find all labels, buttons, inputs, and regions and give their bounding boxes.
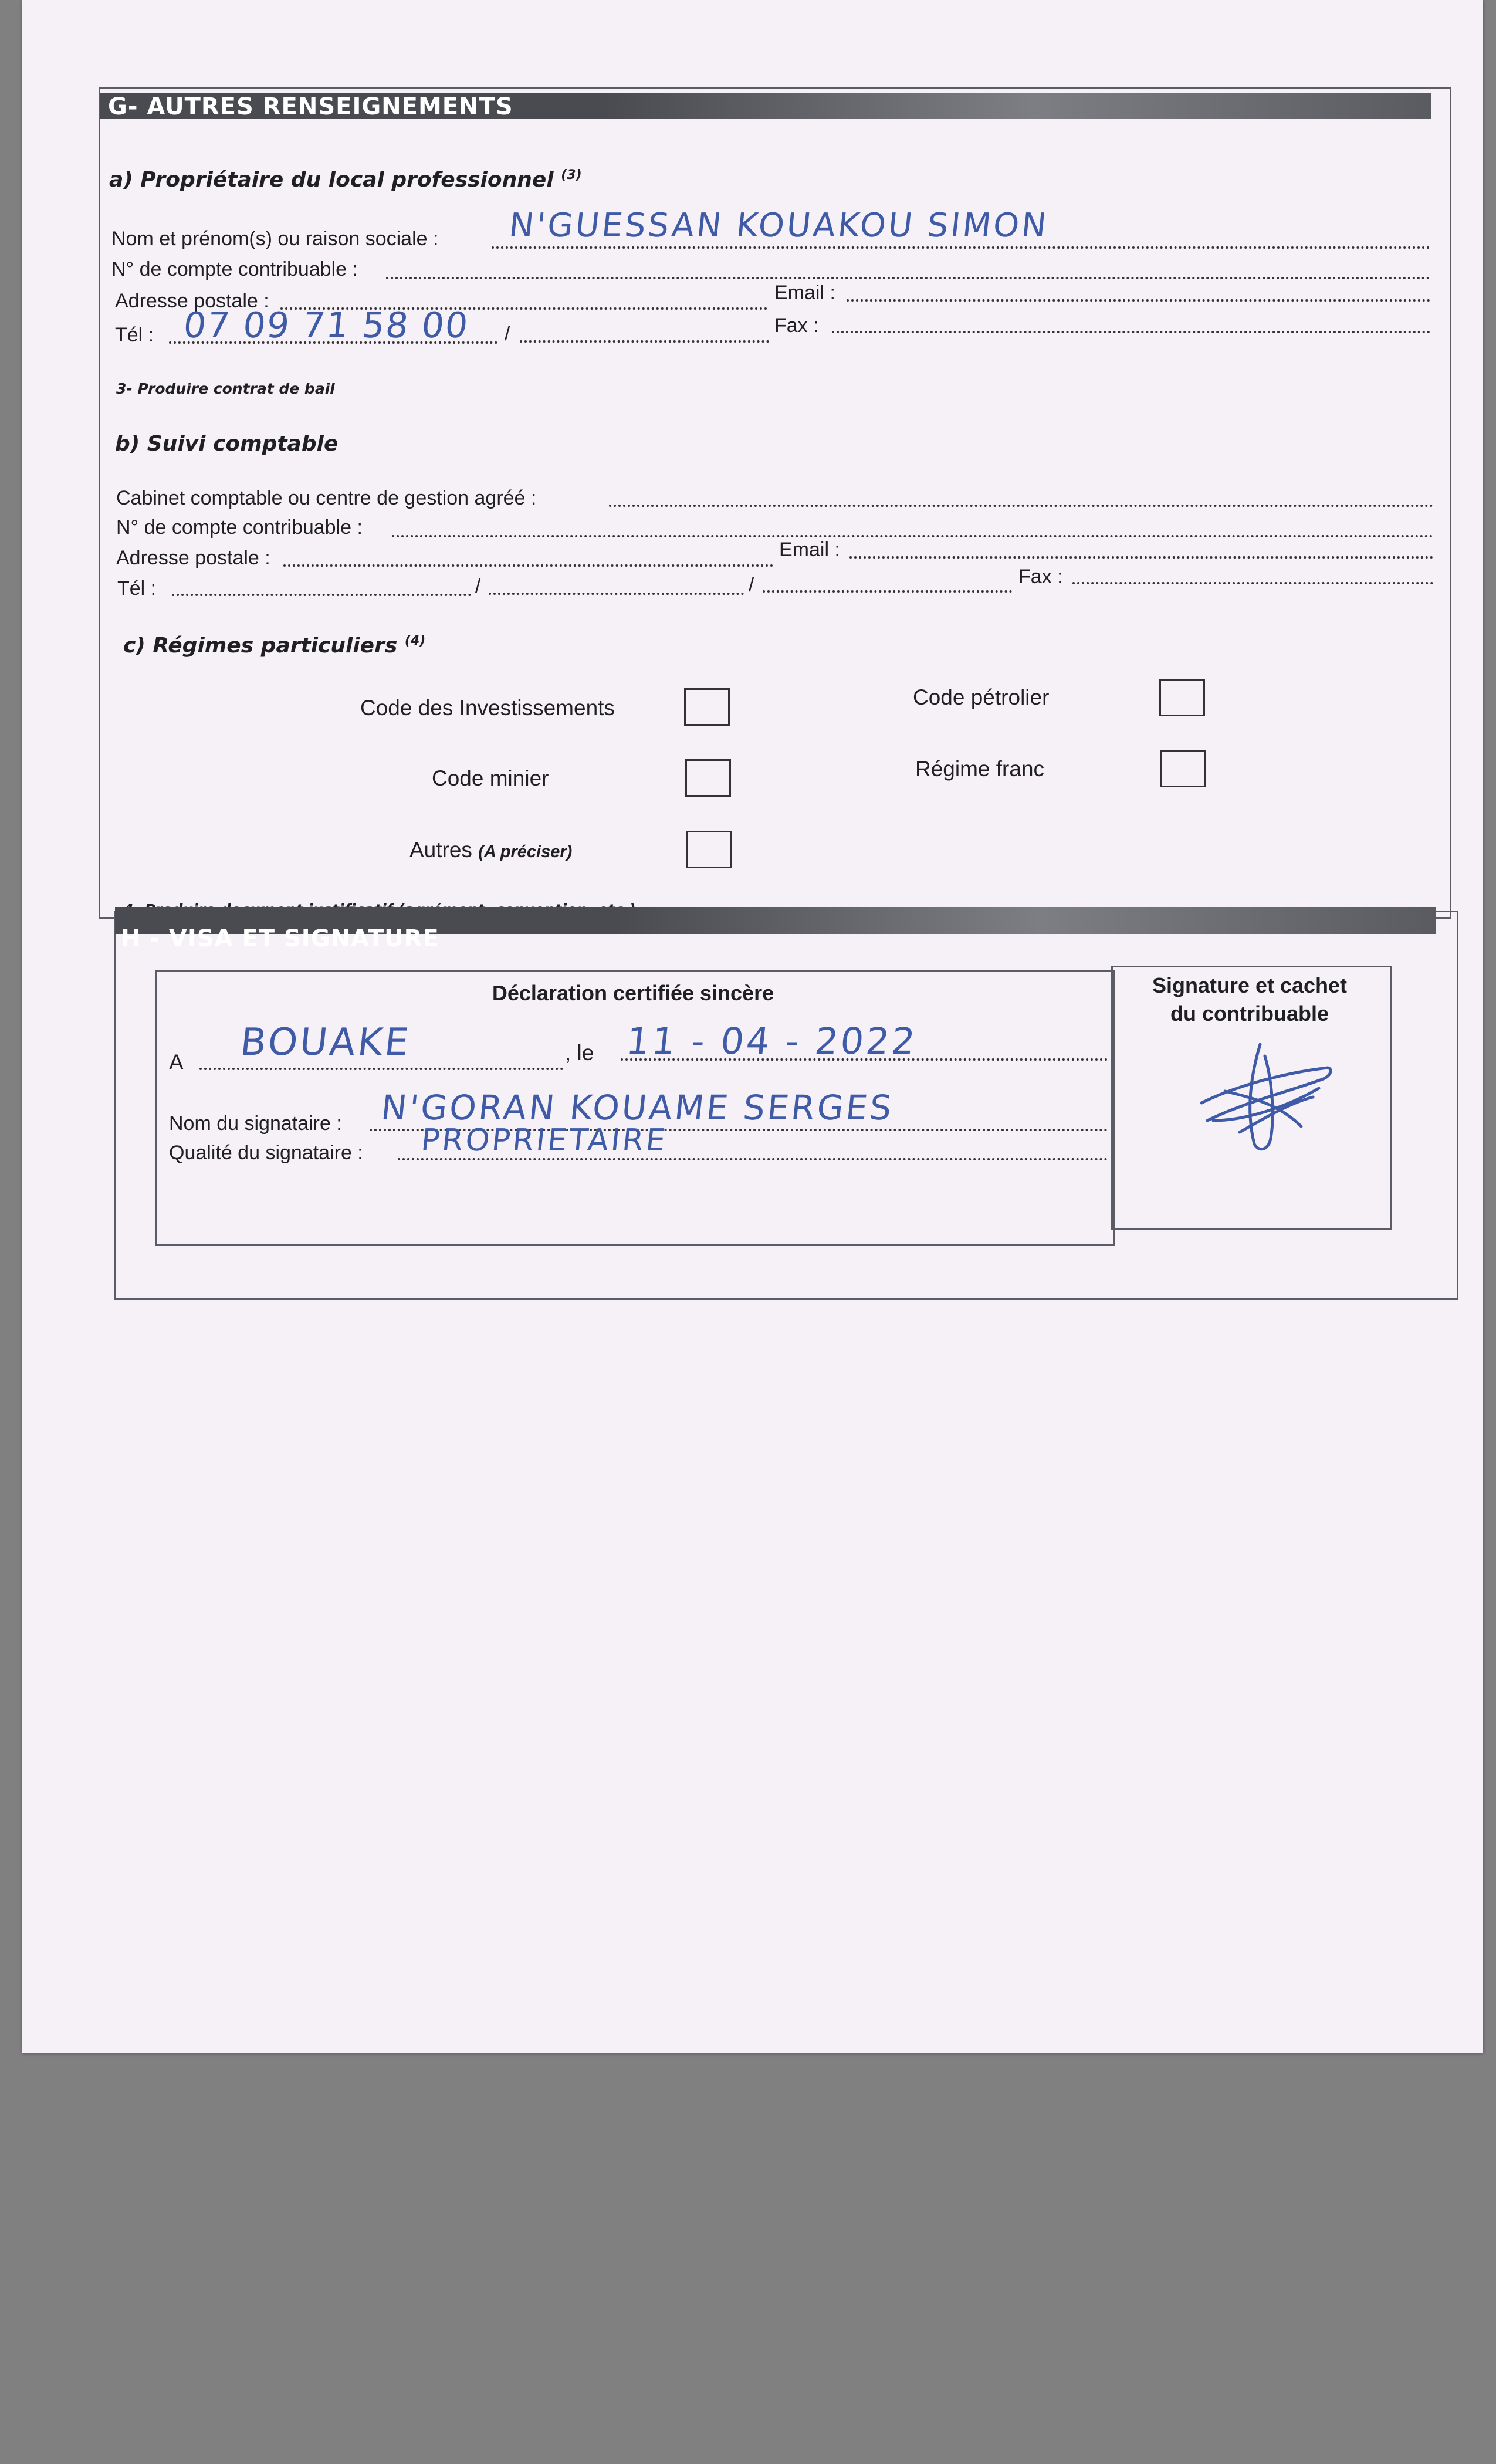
regime-minier-label: Code minier [432,766,549,790]
tel-slash: / [505,323,510,345]
regime-franc-label: Régime franc [915,757,1045,781]
tel-slash-2b: / [749,574,754,596]
taxpayer-label-2: N° de compte contribuable : [116,516,363,539]
signature-title-line-1: Signature et cachet [1152,973,1348,997]
regimes-heading [123,634,425,658]
tel-dotted-line-2a[interactable] [172,594,471,596]
place-label: A [169,1050,184,1074]
note-3: 3- Produire contrat de bail [116,380,335,397]
section-h-title: H - VISA ET SIGNATURE [121,925,439,952]
tel-value[interactable]: 07 09 71 58 00 [181,305,471,346]
tel-slash-2a: / [475,575,481,597]
tel-dotted-line-2c[interactable] [763,590,1012,593]
regimes-heading-ref: (4) [404,634,426,648]
owner-heading [109,168,582,192]
name-dotted-line [492,246,1430,249]
address-label: Adresse postale : [115,290,269,312]
regimes-heading-text: c) Régimes particuliers [123,634,398,658]
regime-autres-text: Autres [409,838,472,862]
address-dotted-line-2[interactable] [283,564,773,567]
email-label: Email : [774,282,835,304]
regime-autres-note: (A préciser) [478,842,573,861]
regime-investissements-label: Code des Investissements [360,696,615,720]
document-page [22,0,1483,2053]
date-label: , le [565,1041,594,1065]
owner-heading-ref: (3) [561,168,582,182]
signature-title-line-2: du contribuable [1170,1001,1329,1025]
tel-label: Tél : [115,324,154,346]
taxpayer-label: N° de compte contribuable : [111,258,358,280]
handwritten-signature [1190,1033,1342,1162]
signatory-label: Nom du signataire : [169,1112,342,1135]
email-label-2: Email : [779,539,840,561]
quality-label: Qualité du signataire : [169,1142,363,1164]
tel-label-2: Tél : [117,577,157,600]
place-value[interactable]: BOUAKE [238,1021,414,1064]
fax-label: Fax : [774,314,819,337]
firm-label: Cabinet comptable ou centre de gestion agréé : [116,487,537,509]
regime-investissements-checkbox[interactable] [684,688,730,726]
quality-value[interactable]: PROPRIETAIRE [419,1123,669,1158]
email-dotted-line[interactable] [847,299,1430,302]
declaration-title: Déclaration certifiée sincère [492,981,774,1005]
email-dotted-line-2[interactable] [849,556,1433,559]
fax-label-2: Fax : [1018,566,1063,588]
regime-petrolier-checkbox[interactable] [1159,679,1205,716]
regime-franc-checkbox[interactable] [1160,750,1206,787]
name-value[interactable]: N'GUESSAN KOUAKOU SIMON [507,207,1051,245]
quality-dotted-line[interactable] [398,1158,1108,1160]
fax-dotted-line-2[interactable] [1072,582,1433,584]
section-g-title: G- AUTRES RENSEIGNEMENTS [108,93,513,120]
date-value[interactable]: 11 - 04 - 2022 [624,1020,919,1062]
regime-autres-label [409,838,572,862]
regime-petrolier-label: Code pétrolier [913,685,1050,709]
tel-dotted-line-2b[interactable] [489,593,744,595]
name-label: Nom et prénom(s) ou raison sociale : [111,228,439,250]
signature-title [1111,972,1388,1028]
regime-minier-checkbox[interactable] [685,759,731,797]
taxpayer-dotted-line-2[interactable] [392,535,1433,537]
regime-autres-checkbox[interactable] [686,831,732,868]
address-label-2: Adresse postale : [116,547,270,569]
place-dotted-line[interactable] [199,1068,563,1070]
signatory-value[interactable]: N'GORAN KOUAME SERGES [379,1088,896,1128]
fax-dotted-line[interactable] [832,331,1430,333]
tel-second-dotted-line[interactable] [520,340,769,343]
accounting-heading: b) Suivi comptable [115,432,339,456]
taxpayer-dotted-line[interactable] [386,277,1430,279]
owner-heading-text: a) Propriétaire du local professionnel [109,168,554,192]
firm-dotted-line[interactable] [609,505,1433,507]
